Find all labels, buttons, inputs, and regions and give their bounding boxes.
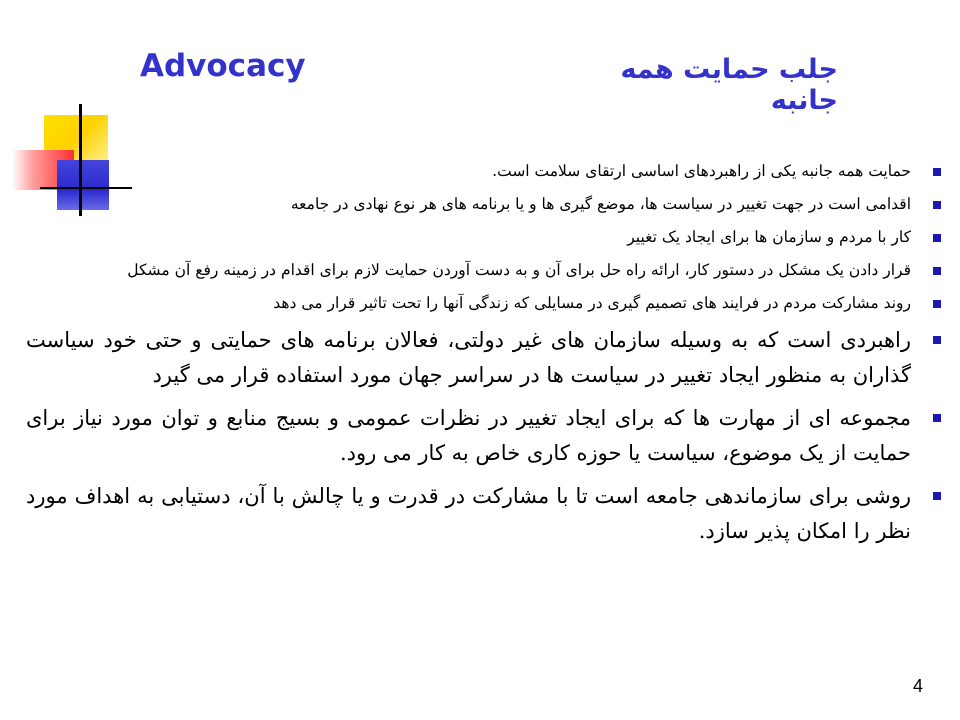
bullet-text: روشی برای سازماندهی جامعه است تا با مشارکت در قدرت و یا چالش با آن، دستیابی به اهداف مورد نظر را امکان پذیر سازد. — [26, 484, 911, 543]
bullet-item — [26, 401, 944, 471]
square-bullet-icon — [933, 267, 941, 275]
square-bullet-icon — [933, 300, 941, 308]
square-bullet-icon — [933, 336, 941, 344]
title-english: Advocacy — [140, 48, 306, 84]
square-bullet-icon — [933, 492, 941, 500]
bullet-item — [26, 323, 944, 393]
bullet-text: اقدامی است در جهت تغییر در سیاست ها، موضع گیری ها و یا برنامه های هر نوع نهادی در جامعه — [290, 195, 911, 213]
square-bullet-icon — [933, 414, 941, 422]
bullet-text: کار با مردم و سازمان ها برای ایجاد یک تغییر — [627, 228, 911, 246]
bullet-item — [26, 158, 944, 185]
bullet-text: روند مشارکت مردم در فرایند های تصمیم گیری در مسایلی که زندگی آنها را تحت تاثیر قرار می دهد — [273, 294, 911, 312]
title-persian: جلب حمایت همه جانبه — [620, 54, 838, 116]
page-number: 4 — [913, 676, 924, 696]
bullet-item — [26, 257, 944, 284]
bullet-item — [26, 224, 944, 251]
bullet-item — [26, 191, 944, 218]
square-bullet-icon — [933, 201, 941, 209]
square-bullet-icon — [933, 234, 941, 242]
bullet-text: مجموعه ای از مهارت ها که برای ایجاد تغییر در نظرات عمومی و بسیج منابع و توان مورد نیاز برای حمایت از یک موضوع، سیاست یا حوزه کاری خاص به کار می رود. — [26, 406, 911, 465]
bullet-list — [26, 158, 944, 557]
bullet-text: قرار دادن یک مشکل در دستور کار، ارائه راه حل برای آن و به دست آوردن حمایت لازم برای اقدام در زمینه رفع آن مشکل — [127, 261, 911, 279]
bullet-text: راهبردی است که به وسیله سازمان های غیر دولتی، فعالان برنامه های حمایتی و حتی خود سیاست گذاران به منظور ایجاد تغییر در سیاست ها در سراسر جهان مورد استفاده قرار می گیرد — [26, 328, 911, 387]
bullet-item — [26, 479, 944, 549]
square-bullet-icon — [933, 168, 941, 176]
bullet-item — [26, 290, 944, 317]
bullet-text: حمایت همه جانبه یکی از راهبردهای اساسی ارتقای سلامت است. — [492, 162, 911, 180]
